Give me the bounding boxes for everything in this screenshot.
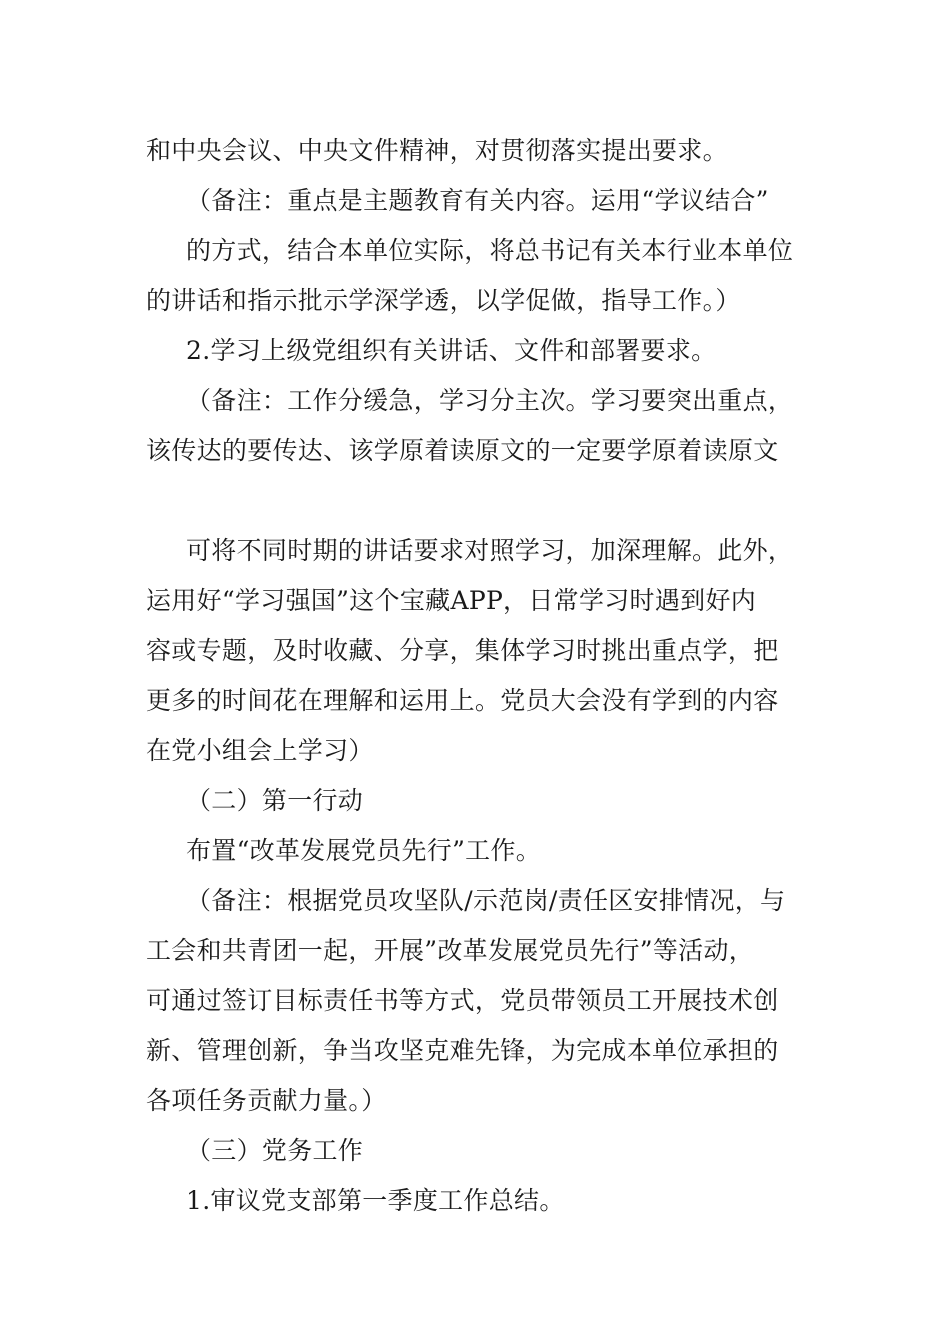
note-line: 的讲话和指示批示学深学透，以学促做，指导工作。） [146, 286, 741, 315]
section-heading: （三）党务工作 [186, 1136, 364, 1165]
note-line: （备注：根据党员攻坚队/示范岗/责任区安排情况，与 [186, 886, 786, 915]
text-line: 和中央会议、中央文件精神，对贯彻落实提出要求。 [146, 136, 728, 165]
note-line: 可通过签订目标责任书等方式，党员带领员工开展技术创 [146, 986, 779, 1015]
note-line: （备注：重点是主题教育有关内容。运用“学议结合” [186, 186, 769, 215]
note-line: 运用好“学习强国”这个宝藏APP，日常学习时遇到好内 [146, 586, 757, 615]
note-line: 在党小组会上学习） [146, 736, 374, 765]
note-line: 工会和共青团一起，开展”改革发展党员先行”等活动， [146, 936, 755, 965]
list-item: 1.审议党支部第一季度工作总结。 [186, 1186, 565, 1215]
note-line: 各项任务贡献力量。） [146, 1086, 387, 1115]
list-item: 2.学习上级党组织有关讲话、文件和部署要求。 [186, 336, 717, 365]
note-line: 的方式，结合本单位实际，将总书记有关本行业本单位 [186, 236, 794, 265]
text-line: 布置“改革发展党员先行”工作。 [186, 836, 542, 865]
section-heading: （二）第一行动 [186, 786, 364, 815]
note-line: 新、管理创新，争当攻坚克难先锋，为完成本单位承担的 [146, 1036, 779, 1065]
note-line: 更多的时间花在理解和运用上。党员大会没有学到的内容 [146, 686, 779, 715]
note-line: （备注：工作分缓急，学习分主次。学习要突出重点， [186, 386, 794, 415]
note-line: 容或专题，及时收藏、分享，集体学习时挑出重点学，把 [146, 636, 779, 665]
note-line: 可将不同时期的讲话要求对照学习，加深理解。此外， [186, 536, 794, 565]
note-line: 该传达的要传达、该学原着读原文的一定要学原着读原文 [146, 436, 779, 465]
